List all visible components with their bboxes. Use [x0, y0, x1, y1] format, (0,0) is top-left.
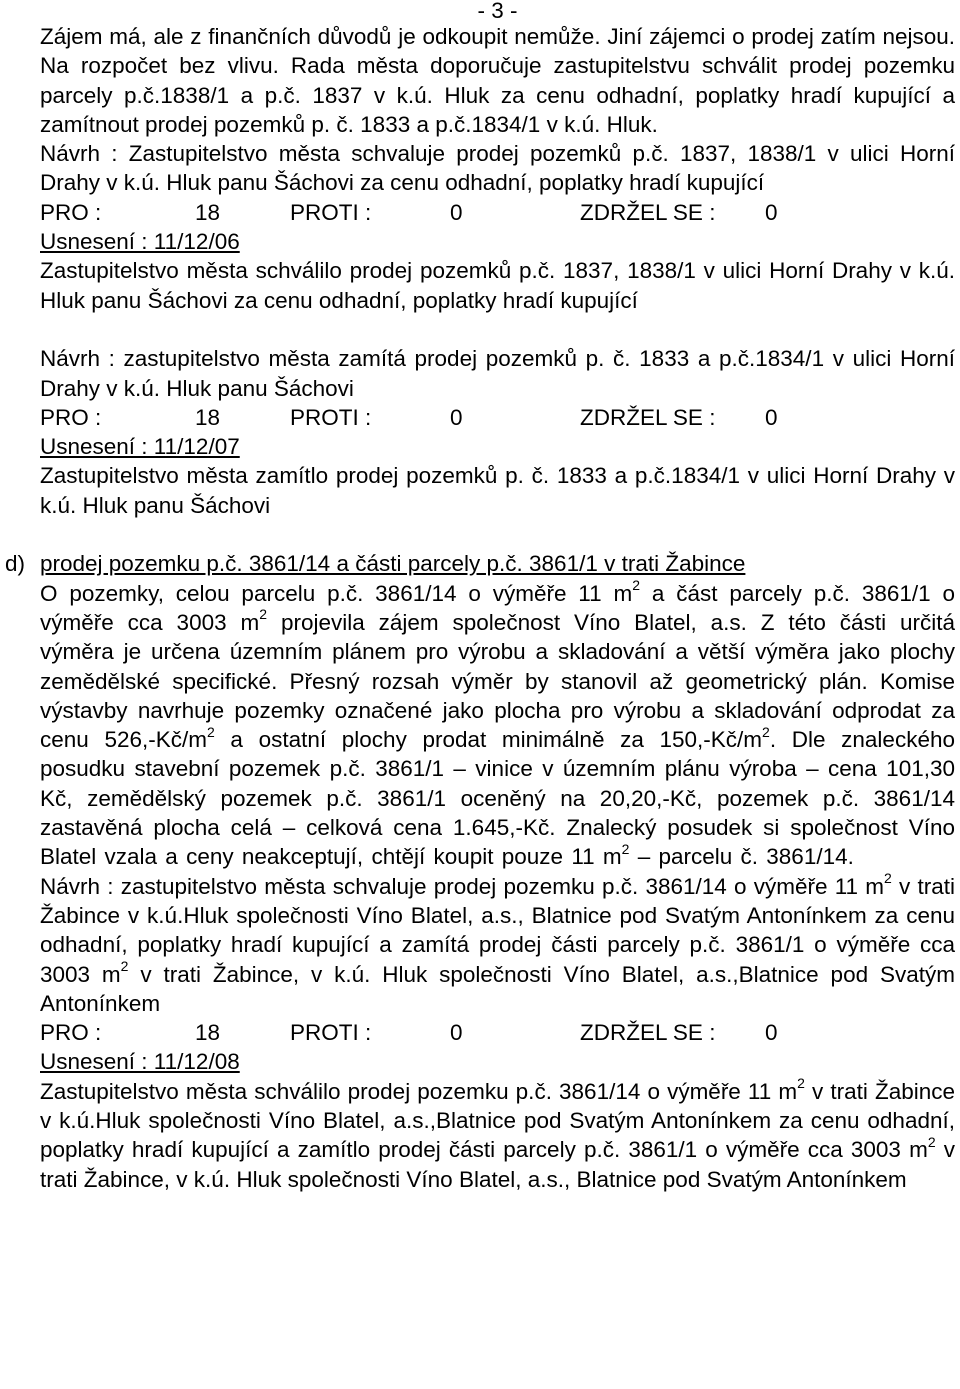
resolution-3-text-b: v trati Žabince v k.ú.Hluk společnosti Víno Blatel, a.s.,Blatnice pod Svatým Antonínkem za cenu odhadní, poplatky hradí kupující a zamítlo prodej části parcely p.č. 3861/1 o výměře cca 3003 m	[40, 1078, 956, 1163]
superscript: 2	[797, 1075, 805, 1092]
superscript: 2	[120, 958, 129, 974]
superscript: 2	[206, 723, 215, 740]
superscript: 2	[762, 723, 770, 740]
item-d-paragraph	[40, 579, 955, 872]
vote-zdrzel-label: ZDRŽEL SE :	[580, 1020, 716, 1046]
item-d-heading: prodej pozemku p.č. 3861/14 a části parcely p.č. 3861/1 v trati Žabince	[40, 551, 746, 577]
vote-proti-value: 0	[450, 1020, 463, 1046]
vote-proti-label: PROTI :	[290, 1020, 372, 1046]
resolution-text-2: Zastupitelstvo města zamítlo prodej pozemků p. č. 1833 a p.č.1834/1 v ulici Horní Drahy v k.ú. Hluk panu Šáchovi	[40, 463, 955, 518]
vote-pro-label: PRO :	[40, 404, 102, 430]
page-number: - 3 -	[477, 0, 518, 23]
proposal-3	[40, 872, 955, 1018]
superscript: 2	[259, 606, 268, 623]
vote-zdrzel-value: 0	[765, 404, 778, 430]
superscript: 2	[884, 870, 892, 887]
proposal-1: Návrh : Zastupitelstvo města schvaluje prodej pozemků p.č. 1837, 1838/1 v ulici Horní Drahy v k.ú. Hluk panu Šáchovi za cenu odhadní, poplatky hradí kupující	[40, 141, 955, 196]
vote-pro-label: PRO :	[40, 1020, 102, 1046]
proposal-2: Návrh : zastupitelstvo města zamítá prodej pozemků p. č. 1833 a p.č.1834/1 v ulici Horní Drahy v k.ú. Hluk panu Šáchovi	[40, 346, 955, 401]
proposal-3-text-b: v trati Žabince v k.ú.Hluk společnosti Víno Blatel, a.s., Blatnice pod Svatým Antonínkem za cenu odhadní, poplatky hradí kupující a zamítá prodej části parcely p.č. 3861/1 o výměře cca 3003 m	[40, 873, 955, 987]
superscript: 2	[927, 1133, 936, 1150]
vote-row-1	[40, 198, 955, 227]
item-d-text-c: projevila zájem společnost Víno Blatel, a.s. Z této části určitá výměra je určena územním plánem pro výrobu a skladování a větší výměra jako plochy zemědělské specifické. Přesný rozsah výměr by stanovil až geometrický plán. Komise výstavby navrhuje pozemky označené jako plocha pro výrobu a skladování odprodat za cenu 526,-Kč/m	[40, 609, 955, 753]
item-d-text-f: – parcelu č. 3861/14.	[629, 844, 854, 870]
resolution-3-text-c: v trati Žabince, v k.ú. Hluk společnosti Víno Blatel, a.s., Blatnice pod Svatým Antonínkem	[40, 1137, 955, 1192]
proposal-3-text-a: Návrh : zastupitelstvo města schvaluje prodej pozemku p.č. 3861/14 o výměře 11 m	[40, 873, 885, 899]
vote-zdrzel-value: 0	[765, 1020, 778, 1046]
vote-zdrzel-label: ZDRŽEL SE :	[580, 199, 716, 225]
document-page	[5, 0, 956, 1194]
resolution-text-3	[40, 1077, 955, 1194]
resolution-3-text-a: Zastupitelstvo města schválilo prodej pozemku p.č. 3861/14 o výměře 11 m	[40, 1078, 798, 1104]
superscript: 2	[621, 840, 630, 857]
vote-row-2	[40, 403, 955, 432]
vote-pro-value: 18	[195, 404, 221, 430]
vote-proti-label: PROTI :	[290, 199, 372, 225]
spacer	[40, 315, 955, 344]
vote-proti-value: 0	[450, 199, 463, 225]
item-d-text-d: a ostatní plochy prodat minimálně za 150,-Kč/m	[214, 727, 763, 753]
proposal-3-text-c: v trati Žabince, v k.ú. Hluk společnosti Víno Blatel, a.s.,Blatnice pod Svatým Antonínkem	[40, 961, 955, 1016]
vote-pro-value: 18	[195, 1020, 221, 1046]
vote-row-3	[40, 1018, 955, 1047]
superscript: 2	[632, 577, 641, 594]
item-letter: d)	[5, 551, 26, 577]
resolution-heading-2: Usnesení : 11/12/07	[40, 434, 240, 460]
item-d-text-b: a část parcely p.č. 3861/1 o výměře cca 3003 m	[40, 580, 955, 635]
vote-proti-value: 0	[450, 404, 463, 430]
item-d	[5, 549, 955, 871]
resolution-heading-1: Usnesení : 11/12/06	[40, 229, 240, 255]
item-d-text-e: . Dle znaleckého posudku stavební pozemek p.č. 3861/1 – vinice v územním plánu výroba – cena 101,30 Kč, zemědělský pozemek p.č. 3861/1 oceněný na 20,20,-Kč, pozemek p.č. 3861/14 zastavěná plocha celá – celková cena 1.645,-Kč. Znalecký posudek si společnost Víno Blatel vzala a ceny neakceptují, chtějí koupit pouze 11 m	[40, 727, 955, 870]
vote-proti-label: PROTI :	[290, 404, 372, 430]
vote-zdrzel-label: ZDRŽEL SE :	[580, 404, 716, 430]
paragraph-intro: Zájem má, ale z finančních důvodů je odkoupit nemůže. Jiní zájemci o prodej zatím nejsou. Na rozpočet bez vlivu. Rada města doporučuje zastupitelstvu schválit prodej pozemku parcely p.č.1838/1 a p.č. 1837 v k.ú. Hluk za cenu odhadní, poplatky hradí kupující a zamítnout prodej pozemků p. č. 1833 a p.č.1834/1 v k.ú. Hluk.	[40, 24, 955, 137]
resolution-heading-3: Usnesení : 11/12/08	[40, 1049, 240, 1075]
resolution-text-1: Zastupitelstvo města schválilo prodej pozemků p.č. 1837, 1838/1 v ulici Horní Drahy v k.ú. Hluk panu Šáchovi za cenu odhadní, poplatky hradí kupující	[40, 258, 955, 313]
item-d-text-a: O pozemky, celou parcelu p.č. 3861/14 o výměře 11 m	[40, 580, 633, 606]
vote-zdrzel-value: 0	[765, 199, 778, 225]
vote-pro-label: PRO :	[40, 199, 102, 225]
vote-pro-value: 18	[195, 199, 221, 225]
spacer	[40, 520, 955, 549]
